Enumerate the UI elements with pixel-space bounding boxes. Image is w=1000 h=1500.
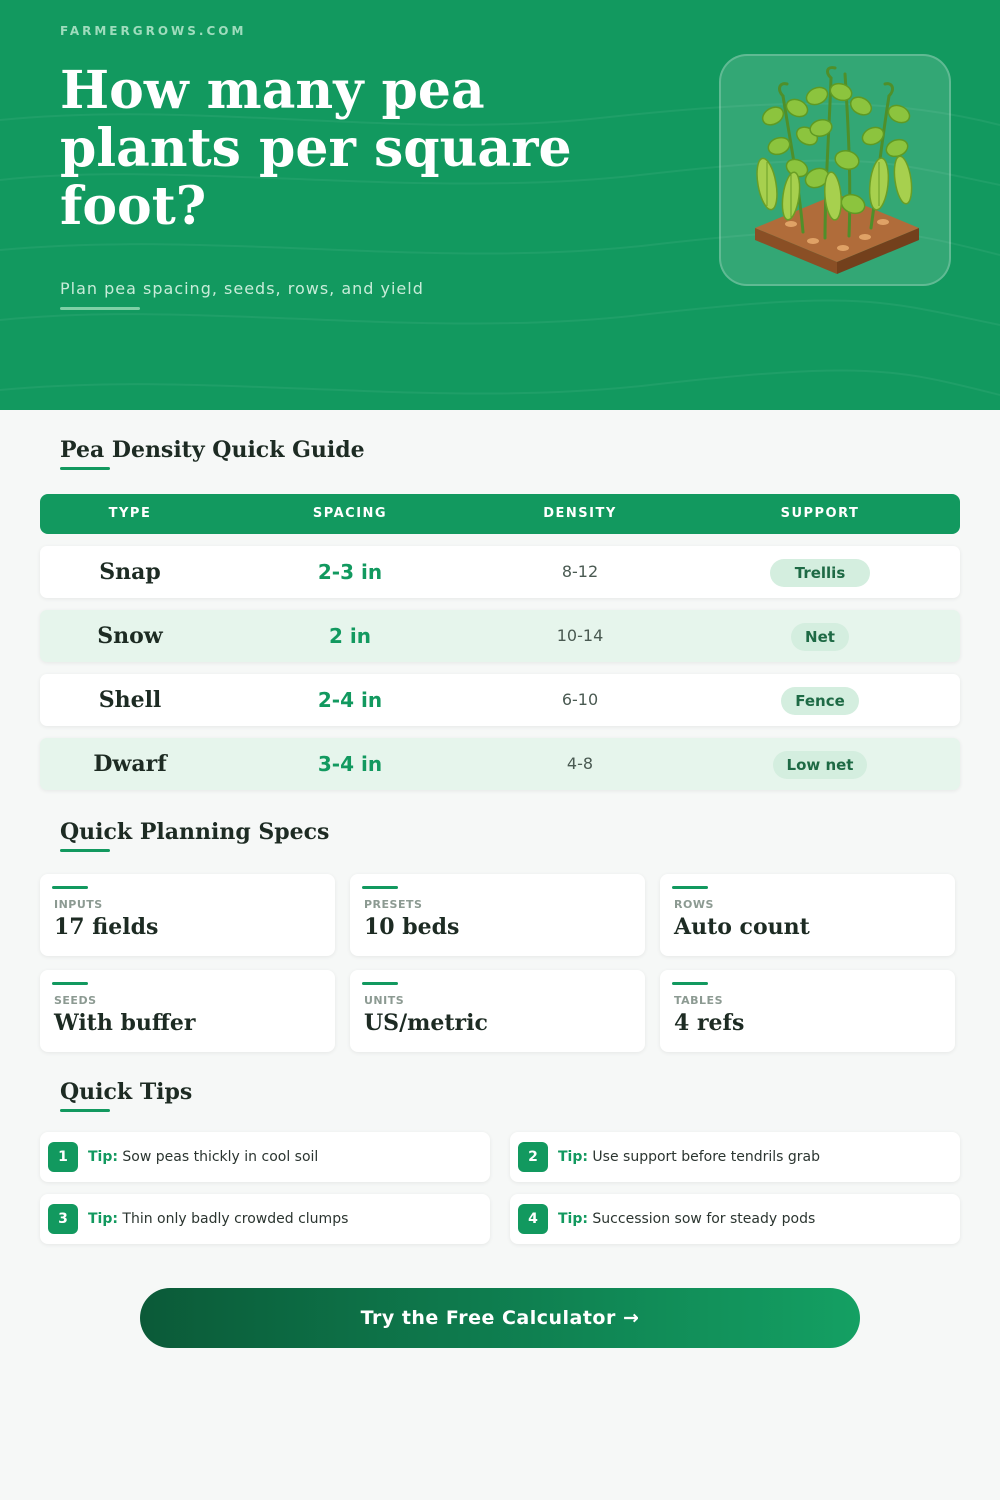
site-name: FARMERGROWS.COM — [60, 24, 247, 38]
tip-body: Sow peas thickly in cool soil — [122, 1149, 319, 1165]
tip-label: Tip: — [558, 1211, 588, 1227]
support-badge: Low net — [773, 751, 868, 779]
tip-number-badge: 3 — [48, 1204, 78, 1234]
try-calculator-button[interactable]: Try the Free Calculator → — [140, 1288, 860, 1348]
spec-card-units — [350, 970, 645, 1052]
table-row — [40, 546, 960, 598]
spec-card-inputs — [40, 874, 335, 956]
pea-density: 6-10 — [561, 690, 599, 709]
spec-label: ROWS — [674, 898, 714, 911]
pea-density: 10-14 — [556, 626, 604, 645]
tip-label: Tip: — [558, 1149, 588, 1165]
specs-title-underline — [60, 849, 110, 852]
support-badge: Net — [791, 623, 849, 651]
spec-value: Auto count — [674, 914, 810, 940]
pea-spacing: 2-3 in — [317, 560, 383, 584]
tip-text — [88, 1132, 318, 1182]
pea-spacing: 2-4 in — [317, 688, 383, 712]
spec-value: US/metric — [364, 1010, 488, 1036]
specs-title: Quick Planning Specs — [60, 819, 330, 845]
tip-number-badge: 4 — [518, 1204, 548, 1234]
column-header-type: TYPE — [108, 506, 152, 521]
tip-body: Thin only badly crowded clumps — [122, 1211, 349, 1227]
spec-label: TABLES — [674, 994, 723, 1007]
tips-title-underline — [60, 1109, 110, 1112]
tip-text — [88, 1194, 348, 1244]
page-title: How many pea plants per square foot? — [60, 60, 572, 237]
spec-card-rows — [660, 874, 955, 956]
pea-spacing: 2 in — [329, 624, 371, 648]
tip-number-badge: 1 — [48, 1142, 78, 1172]
hero-banner — [0, 0, 1000, 410]
tip-body: Use support before tendrils grab — [592, 1149, 820, 1165]
spec-value: With buffer — [54, 1010, 196, 1036]
spec-accent-bar — [362, 886, 398, 889]
spec-value: 17 fields — [54, 914, 159, 940]
guide-table-header — [40, 494, 960, 534]
column-header-support: SUPPORT — [780, 506, 860, 521]
pea-type: Dwarf — [93, 751, 167, 777]
spec-label: PRESETS — [364, 898, 423, 911]
support-badge: Trellis — [770, 559, 871, 587]
page-subtitle: Plan pea spacing, seeds, rows, and yield — [60, 279, 424, 298]
table-row — [40, 610, 960, 662]
pea-type: Shell — [98, 687, 162, 713]
subtitle-underline — [60, 307, 140, 310]
guide-title: Pea Density Quick Guide — [60, 437, 365, 463]
tip-text — [558, 1132, 820, 1182]
pea-density: 8-12 — [561, 562, 599, 581]
table-row — [40, 738, 960, 790]
spec-label: UNITS — [364, 994, 405, 1007]
spec-accent-bar — [672, 982, 708, 985]
spec-value: 4 refs — [674, 1010, 745, 1036]
spec-card-presets — [350, 874, 645, 956]
column-header-density: DENSITY — [543, 506, 617, 521]
tip-label: Tip: — [88, 1211, 118, 1227]
tip-label: Tip: — [88, 1149, 118, 1165]
spec-accent-bar — [362, 982, 398, 985]
spec-card-seeds — [40, 970, 335, 1052]
tip-card — [510, 1132, 960, 1182]
spec-value: 10 beds — [364, 914, 460, 940]
pea-spacing: 3-4 in — [317, 752, 383, 776]
guide-title-underline — [60, 467, 110, 470]
spec-accent-bar — [672, 886, 708, 889]
table-row — [40, 674, 960, 726]
tip-text — [558, 1194, 815, 1244]
support-badge: Fence — [781, 687, 859, 715]
pea-type: Snow — [97, 623, 163, 649]
spec-accent-bar — [52, 886, 88, 889]
tip-number-badge: 2 — [518, 1142, 548, 1172]
column-header-spacing: SPACING — [312, 506, 388, 521]
pea-plants-in-soil-bed-icon — [721, 56, 953, 288]
tip-card — [40, 1132, 490, 1182]
pea-type: Snap — [99, 559, 161, 585]
pea-density: 4-8 — [566, 754, 594, 773]
tips-title: Quick Tips — [60, 1079, 193, 1105]
spec-label: SEEDS — [54, 994, 97, 1007]
spec-accent-bar — [52, 982, 88, 985]
tip-card — [40, 1194, 490, 1244]
hero-illustration-tile — [719, 54, 951, 286]
spec-label: INPUTS — [54, 898, 103, 911]
spec-card-tables — [660, 970, 955, 1052]
tip-body: Succession sow for steady pods — [592, 1211, 816, 1227]
tip-card — [510, 1194, 960, 1244]
